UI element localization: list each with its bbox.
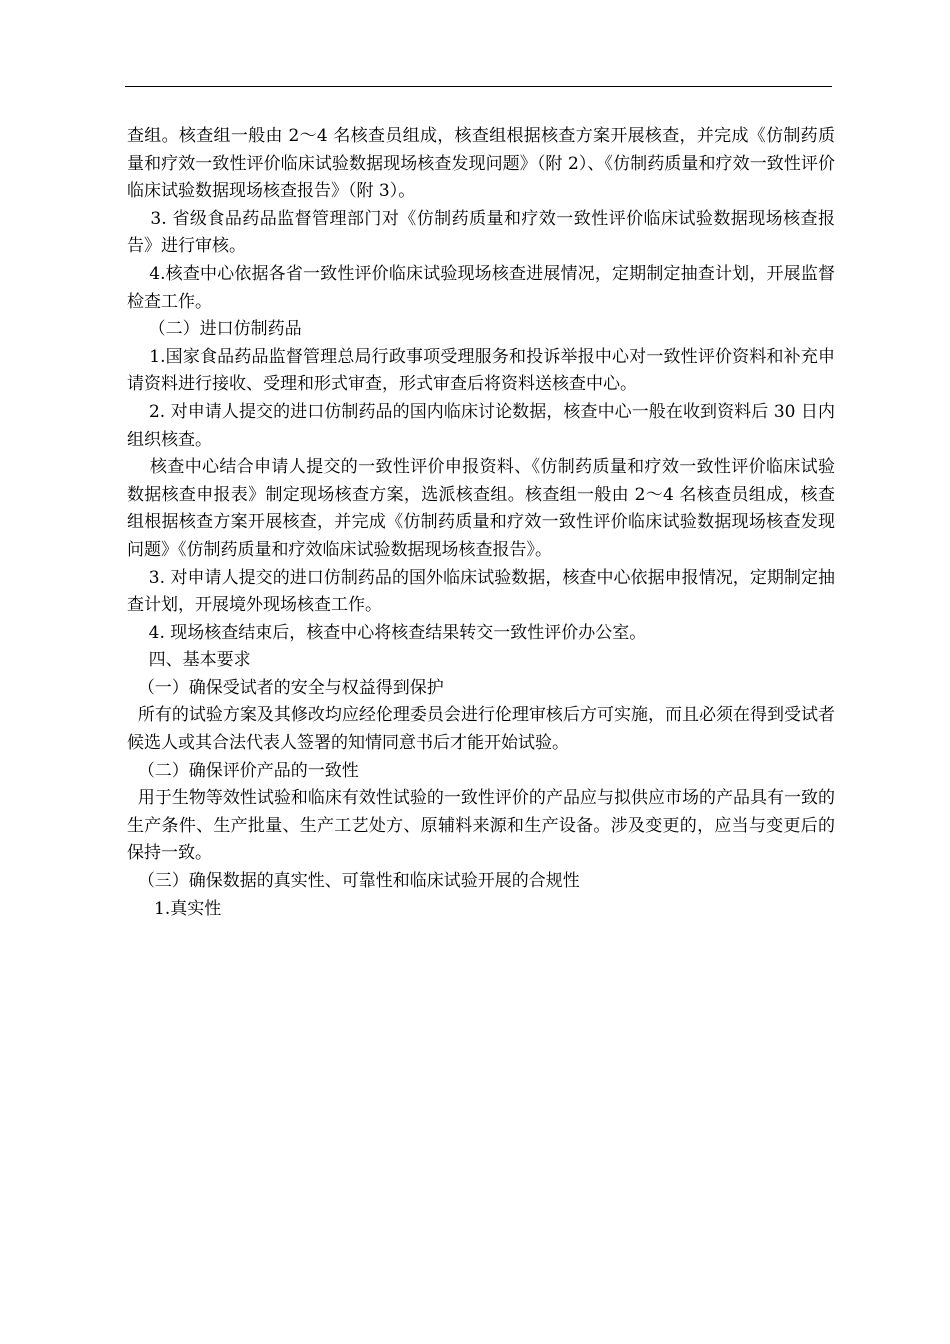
paragraph: 3. 对申请人提交的进口仿制药品的国外临床试验数据，核查中心依据申报情况，定期制定抽查计划，开展境外现场核查工作。 [127,567,835,616]
paragraph: 4. 现场核查结束后，核查中心将核查结果转交一致性评价办公室。 [127,622,647,643]
section-heading: （二）进口仿制药品 [127,319,302,340]
section-heading: （二）确保评价产品的一致性 [127,760,359,781]
paragraph: 1.国家食品药品监督管理总局行政事项受理服务和投诉举报中心对一致性评价资料和补充申请资料进行接收、受理和形式审查，形式审查后将资料送核查中心。 [127,346,835,395]
document-body [127,123,835,923]
header-rule [125,86,832,87]
paragraph: 查组。核查组一般由 2～4 名核查员组成，核查组根据核查方案开展核查，并完成《仿制药质量和疗效一致性评价临床试验数据现场核查发现问题》（附 2）、《仿制药质量和疗效一致性评价临床试验数据现场核查报告》（附 3）。 [127,126,835,202]
section-heading: 四、基本要求 [127,650,251,671]
paragraph: 2. 对申请人提交的进口仿制药品的国内临床讨论数据，核查中心一般在收到资料后 30 日内组织核查。 [127,401,836,450]
section-heading: 1.真实性 [127,898,222,919]
paragraph: 3. 省级食品药品监督管理部门对《仿制药质量和疗效一致性评价临床试验数据现场核查报告》进行审核。 [127,208,835,257]
paragraph: 用于生物等效性试验和临床有效性试验的一致性评价的产品应与拟供应市场的产品具有一致的生产条件、生产批量、生产工艺处方、原辅料来源和生产设备。涉及变更的，应当与变更后的保持一致。 [127,788,836,864]
paragraph: 4.核查中心依据各省一致性评价临床试验现场核查进展情况，定期制定抽查计划，开展监督检查工作。 [127,263,835,312]
paragraph: 所有的试验方案及其修改均应经伦理委员会进行伦理审核后方可实施，而且必须在得到受试者候选人或其合法代表人签署的知情同意书后才能开始试验。 [127,705,836,754]
section-heading: （一）确保受试者的安全与权益得到保护 [127,677,444,698]
paragraph: 核查中心结合申请人提交的一致性评价申报资料、《仿制药质量和疗效一致性评价临床试验数据核查申报表》制定现场核查方案，选派核查组。核查组一般由 2～4 名核查员组成，核查组根据核查方案开展核查，并完成《仿制药质量和疗效一致性评价临床试验数据现场核查发现问题》《仿制药质量和疗效临床试验数据现场核查报告》。 [127,457,835,560]
section-heading: （三）确保数据的真实性、可靠性和临床试验开展的合规性 [127,871,580,892]
